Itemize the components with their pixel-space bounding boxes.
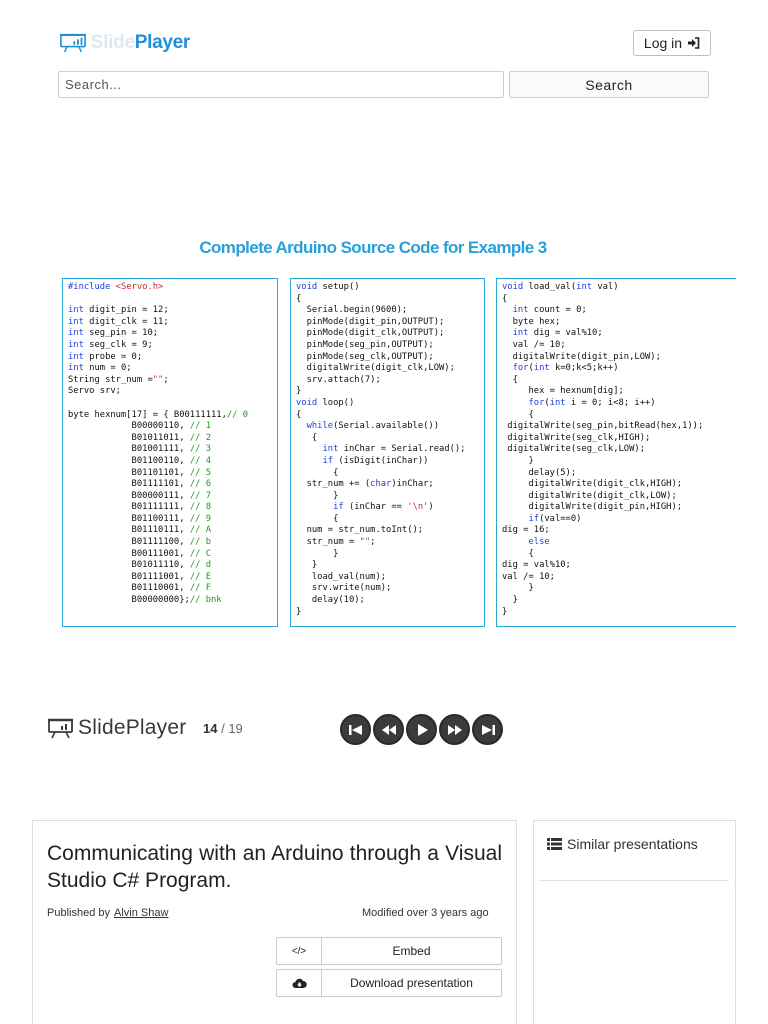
- download-presentation-button[interactable]: [276, 969, 502, 997]
- download-label: Download presentation: [350, 976, 473, 990]
- presentation-title: Communicating with an Arduino through a Visual Studio C# Program.: [47, 842, 502, 892]
- play-button[interactable]: [406, 714, 437, 745]
- modified-date: Modified over 3 years ago: [362, 907, 489, 919]
- search-button[interactable]: Search: [509, 71, 709, 98]
- previous-slide-button[interactable]: [373, 714, 404, 745]
- divider: [539, 880, 729, 881]
- rewind-icon: [381, 723, 397, 737]
- slide-counter: 14 / 19: [203, 721, 243, 736]
- login-button[interactable]: [633, 30, 711, 56]
- embed-label: Embed: [392, 944, 431, 958]
- search-input[interactable]: [58, 71, 504, 98]
- slide-controls: [340, 714, 503, 745]
- list-icon: [547, 838, 562, 850]
- skip-to-start-icon: [348, 723, 364, 737]
- total-slides: 19: [228, 721, 243, 736]
- published-by: Published by Alvin Shaw: [47, 907, 169, 919]
- login-label: Log in: [643, 35, 683, 51]
- author-link[interactable]: Alvin Shaw: [114, 907, 169, 919]
- slideplayer-player-logo[interactable]: [48, 716, 186, 740]
- logo-text: SlidePlayer: [90, 32, 190, 53]
- slideplayer-logo[interactable]: [60, 30, 190, 56]
- skip-to-end-icon: [480, 723, 496, 737]
- first-slide-button[interactable]: [340, 714, 371, 745]
- fast-forward-icon: [447, 723, 463, 737]
- slide-title: Complete Arduino Source Code for Example 3: [199, 238, 547, 257]
- projector-logo-icon: [48, 717, 74, 739]
- code-icon: </>: [277, 938, 322, 964]
- sign-in-icon: [687, 37, 700, 49]
- code-panel-setup-loop: void setup() { Serial.begin(9600); pinMode(digit_pin,OUTPUT); pinMode(digit_clk,OUTPUT); pinMode(seg_pin,OUTPUT); pinMode(seg_clk,OUTPUT); digitalWrite(digit_clk,LOW); srv.attach(7); } void loop() { while(Serial.available()) { int inChar = Serial.read(); if (isDigit(inChar)) { str_num += (char)inChar; } if (inChar == '\n') { num = str_num.toInt(); str_num = ""; } } load_val(num); srv.write(num); delay(10); }: [290, 278, 485, 627]
- last-slide-button[interactable]: [472, 714, 503, 745]
- embed-button[interactable]: [276, 937, 502, 965]
- similar-presentations-heading[interactable]: Similar presentations: [547, 836, 698, 852]
- projector-logo-icon: [60, 32, 87, 54]
- play-icon: [415, 723, 429, 737]
- code-panel-load-val: void load_val(int val) { int count = 0; byte hex; int dig = val%10; val /= 10; digitalWrite(digit_pin,LOW); for(int k=0;k<5;k++) { hex = hexnum[dig]; for(int i = 0; i<8; i++) { digitalWrite(seg_pin,bitRead(hex,1)); digitalWrite(seg_clk,HIGH); digitalWrite(seg_clk,LOW); } delay(5); digitalWrite(digit_clk,HIGH); digitalWrite(digit_clk,LOW); digitalWrite(digit_pin,HIGH); if(val==0) dig = 16; else { dig = val%10; val /= 10; } } }: [496, 278, 736, 627]
- next-slide-button[interactable]: [439, 714, 470, 745]
- player-logo-text: SlidePlayer: [78, 716, 187, 739]
- cloud-download-icon: [277, 970, 322, 996]
- code-panel-declarations: #include <Servo.h> int digit_pin = 12; int digit_clk = 11; int seg_pin = 10; int seg_clk = 9; int probe = 0; int num = 0; String str_num =""; Servo srv; byte hexnum[17] = { B00111111,// 0 B00000110, // 1 B01011011, // 2 B01001111, // 3 B01100110, // 4 B01101101, // 5 B01111101, // 6 B00000111, // 7 B01111111, // 8 B01100111, // 9 B01110111, // A B01111100, // b B00111001, // C B01011110, // d B01111001, // E B01110001, // F B00000000};// bnk: [62, 278, 278, 627]
- current-slide-number: 14: [203, 721, 218, 736]
